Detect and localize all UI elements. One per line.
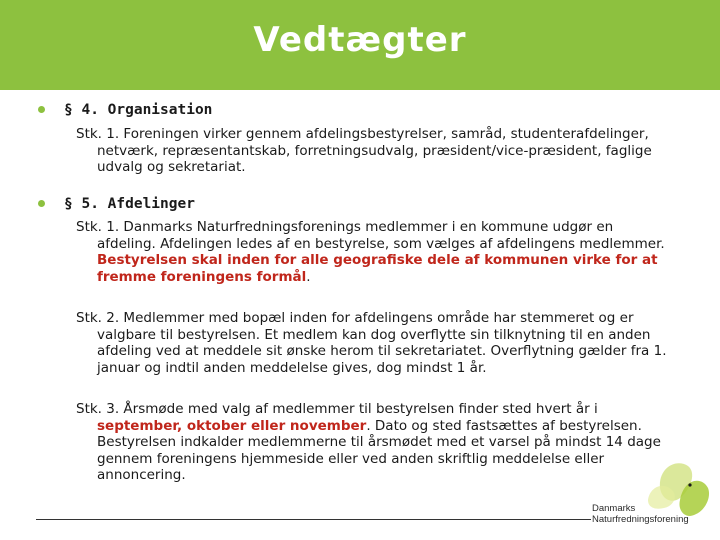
section-5-stk-1: Stk. 1. Danmarks Naturfredningsforenings medlemmer i en kommune udgør en afdeling. Afdelingen ledes af en bestyrelse, som vælges af afdelingens medlemmer. Bestyrelsen skal inden for alle geografiske dele af kommunen virke for at fremme foreningens formål. xyxy=(76,219,665,285)
section-heading-4: § 4. Organisation xyxy=(64,102,213,118)
title-bar xyxy=(0,0,720,90)
bullet-icon xyxy=(38,106,45,113)
page-title: Vedtægter xyxy=(253,20,467,60)
logo-text: Danmarks Naturfredningsforening xyxy=(592,503,689,525)
section-5-stk-3: Stk. 3. Årsmøde med valg af medlemmer til bestyrelsen finder sted hvert år i september, oktober eller november. Dato og sted fastsættes af bestyrelsen. Bestyrelsen indkalder medlemmerne til årsmødet med et varsel på mindst 14 dage gennem foreningens hjemmeside eller ved anden skriftlig meddelelse eller annoncering. xyxy=(76,401,661,483)
section-5-stk-2: Stk. 2. Medlemmer med bopæl inden for afdelingens område har stemmeret og er valgbare til bestyrelsen. Et medlem kan dog overflytte sin tilknytning til en anden afdeling ved at meddele sit ønske herom til sekretariatet. Overflytning gælder fra 1. januar og indtil anden meddelelse gives, dog mindst 1 år. xyxy=(76,310,667,376)
section-heading-5: § 5. Afdelinger xyxy=(64,196,195,212)
highlighted-text: september, oktober eller november xyxy=(97,417,367,434)
highlighted-text: Bestyrelsen skal inden for alle geografiske dele af kommunen virke for at fremme foreningens formål xyxy=(97,252,658,285)
bullet-icon xyxy=(38,200,45,207)
section-4-stk-1: Stk. 1. Foreningen virker gennem afdelingsbestyrelser, samråd, studenterafdelinger, netværk, repræsentantskab, forretningsudvalg, præsident/vice-præsident, faglige udvalg og sekretariat. xyxy=(76,126,652,175)
footer-divider xyxy=(36,519,591,520)
